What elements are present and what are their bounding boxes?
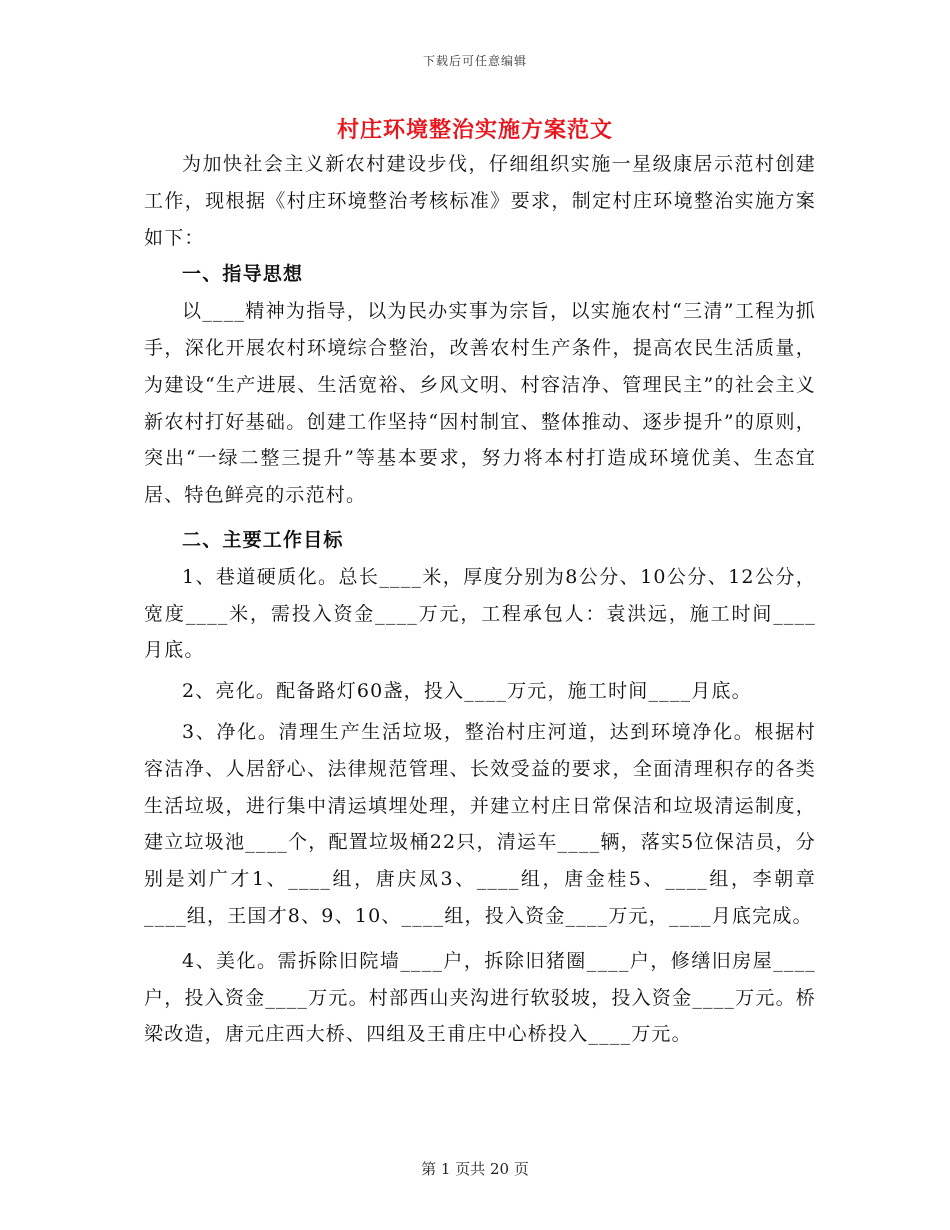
section-heading-guiding-ideology: 一、指导思想: [182, 263, 304, 286]
goal-item-cleaning: 3、净化。清理生产生活垃圾，整治村庄河道，达到环境净化。根据村容洁净、人居舒心、法律规范管理、长效受益的要求，全面清理积存的各类生活垃圾，进行集中清运填埋处理，并建立村庄日常保洁和垃圾清运制度，建立垃圾池____个，配置垃圾桶22只，清运车____辆，落实5位保洁员，分别是刘广才1、____组，唐庆凤3、____组，唐金桂5、____组，李朝章____组，王国才8、9、10、____组，投入资金____万元，____月底完成。: [144, 720, 816, 927]
guiding-ideology-paragraph: 以____精神为指导，以为民办实事为宗旨，以实施农村“三清”工程为抓手，深化开展农村环境综合整治，改善农村生产条件，提高农民生活质量，为建设“生产进展、生活宽裕、乡风文明、村容洁净、管理民主”的社会主义新农村打好基础。创建工作坚持“因村制宜、整体推动、逐步提升”的原则，突出“一绿二整三提升”等基本要求，努力将本村打造成环境优美、生态宜居、特色鲜亮的示范村。: [144, 300, 816, 507]
goal-item-lighting: 2、亮化。配备路灯60盏，投入____万元，施工时间____月底。: [182, 680, 752, 703]
goal-item-hardening: 1、巷道硬质化。总长____米，厚度分别为8公分、10公分、12公分，宽度____米，需投入资金____万元，工程承包人：袁洪远，施工时间____月底。: [144, 565, 816, 662]
document-title: 村庄环境整治实施方案范文: [336, 117, 613, 143]
header-note: 下载后可任意编辑: [422, 54, 527, 68]
intro-paragraph: 为加快社会主义新农村建设步伐，仔细组织实施一星级康居示范村创建工作，现根据《村庄环境整治考核标准》要求，制定村庄环境整治实施方案如下：: [144, 153, 816, 249]
document-body: [144, 146, 816, 1053]
section-heading-work-goals: 二、主要工作目标: [182, 528, 344, 551]
goal-item-beautification: 4、美化。需拆除旧院墙____户，拆除旧猪圈____户，修缮旧房屋____户，投入资金____万元。村部西山夹沟进行软驳坡，投入资金____万元。桥梁改造，唐元庄西大桥、四组及王甫庄中心桥投入____万元。: [144, 949, 816, 1046]
page-footer: 第 1 页共 20 页: [421, 1160, 529, 1178]
